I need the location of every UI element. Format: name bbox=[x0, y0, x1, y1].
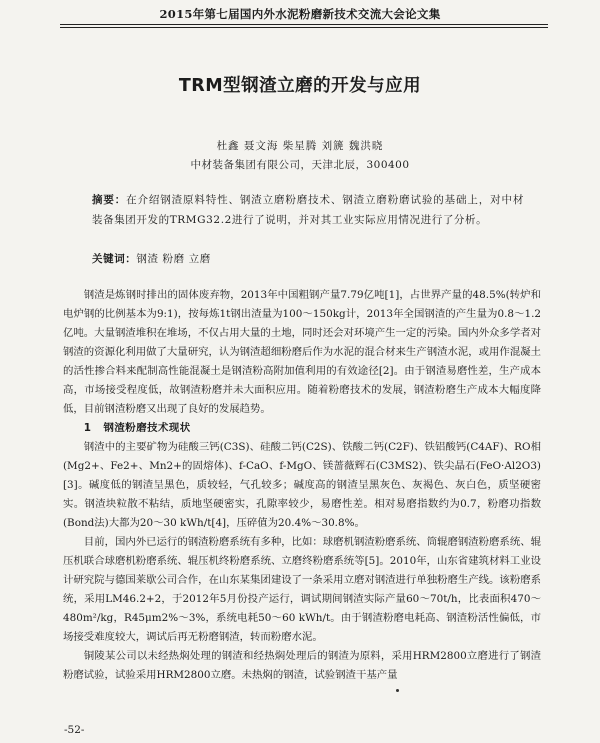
keywords bbox=[92, 249, 524, 269]
print-speck bbox=[396, 689, 399, 692]
section-number: 1 bbox=[83, 422, 92, 434]
paragraph-test: 铜陵某公司以未经热焖处理的钢渣和经热焖处理后的钢渣为原料，采用HRM2800立磨进行了钢渣粉磨试验，试验采用HRM2800立磨。未热焖的钢渣，试验钢渣干基产量 bbox=[63, 650, 541, 681]
body-text bbox=[63, 286, 541, 685]
abstract-label: 摘要： bbox=[92, 194, 127, 206]
section-heading bbox=[63, 419, 541, 438]
header-rule-thin bbox=[60, 27, 548, 28]
author-list: 杜鑫 聂文海 柴星腾 刘篪 魏洪晓 bbox=[216, 140, 384, 152]
abstract bbox=[92, 190, 524, 230]
running-head: 2015年第七届国内外水泥粉磨新技术交流大会论文集 bbox=[159, 7, 441, 21]
header-rule bbox=[60, 24, 548, 25]
affiliation: 中材装备集团有限公司，天津北辰，300400 bbox=[190, 159, 410, 171]
keywords-text: 钢渣 粉磨 立磨 bbox=[136, 253, 211, 265]
page-number: -52- bbox=[64, 724, 85, 736]
paragraph-systems: 目前，国内外已运行的钢渣粉磨系统有多种，比如：球磨机钢渣粉磨系统、筒辊磨钢渣粉磨系统、辊压机联合球磨机粉磨系统、辊压机终粉磨系统、立磨终粉磨系统等[5]。2010年，山东省建筑材料工业设计研究院与德国莱歇公司合作，在山东某集团建设了一条采用立磨对钢渣进行单独粉磨生产线。该粉磨系统，采用LM46.2+2，于2012年5月份投产运行，调试期间钢渣实际产量60～70t/h，比表面积470～480m²/kg，R45μm2%～3%，系统电耗50～60 kWh/t。由于钢渣粉磨电耗高、钢渣粉活性偏低，市场接受难度较大，调试后再无粉磨钢渣，转而粉磨水泥。 bbox=[63, 536, 541, 643]
paper-title: TRM型钢渣立磨的开发与应用 bbox=[178, 76, 422, 96]
keywords-label: 关键词： bbox=[92, 253, 137, 265]
abstract-text: 在介绍钢渣原料特性、钢渣立磨粉磨技术、钢渣立磨粉磨试验的基础上，对中材装备集团开发的TRMG32.2进行了说明，并对其工业实际应用情况进行了分析。 bbox=[92, 194, 525, 226]
paragraph-intro: 钢渣是炼钢时排出的固体废弃物，2013年中国粗钢产量7.79亿吨[1]，占世界产量的48.5%(转炉和电炉钢的比例基本为9:1)，按每炼1t钢出渣量为100～150kg计，2013年全国钢渣的产生量为0.8～1.2亿吨。大量钢渣堆积在堆场，不仅占用大量的土地，同时还会对环境产生一定的污染。国内外众多学者对钢渣的资源化利用做了大量研究，认为钢渣超细粉磨后作为水泥的混合材来生产钢渣水泥，或用作混凝土的活性掺合料来配制高性能混凝土是钢渣粉高附加值利用的有效途径[2]。由于钢渣易磨性差，生产成本高，市场接受程度低，故钢渣粉磨并未大面积应用。随着粉磨技术的发展，钢渣粉磨生产成本大幅度降低，目前钢渣粉磨又出现了良好的发展趋势。 bbox=[63, 289, 541, 415]
paragraph-minerals: 钢渣中的主要矿物为硅酸三钙(C3S)、硅酸二钙(C2S)、铁酸二钙(C2F)、铁铝酸钙(C4AF)、RO相(Mg2+、Fe2+、Mn2+的固熔体)、f-CaO、f-MgO、镁蔷薇辉石(C3MS2)、铁尖晶石(FeO·Al2O3)[3]。碱度低的钢渣呈黑色，质较轻，气孔较多；碱度高的钢渣呈黑灰色、灰褐色、灰白色，质坚硬密实。钢渣块粒散不粘结，质地坚硬密实，孔隙率较少，易磨性差。相对易磨指数约为0.7，粉磨功指数(Bond法)大都为20～30 kWh/t[4]，压碎值为20.4%～30.8%。 bbox=[63, 441, 541, 529]
section-title: 钢渣粉磨技术现状 bbox=[103, 422, 191, 434]
